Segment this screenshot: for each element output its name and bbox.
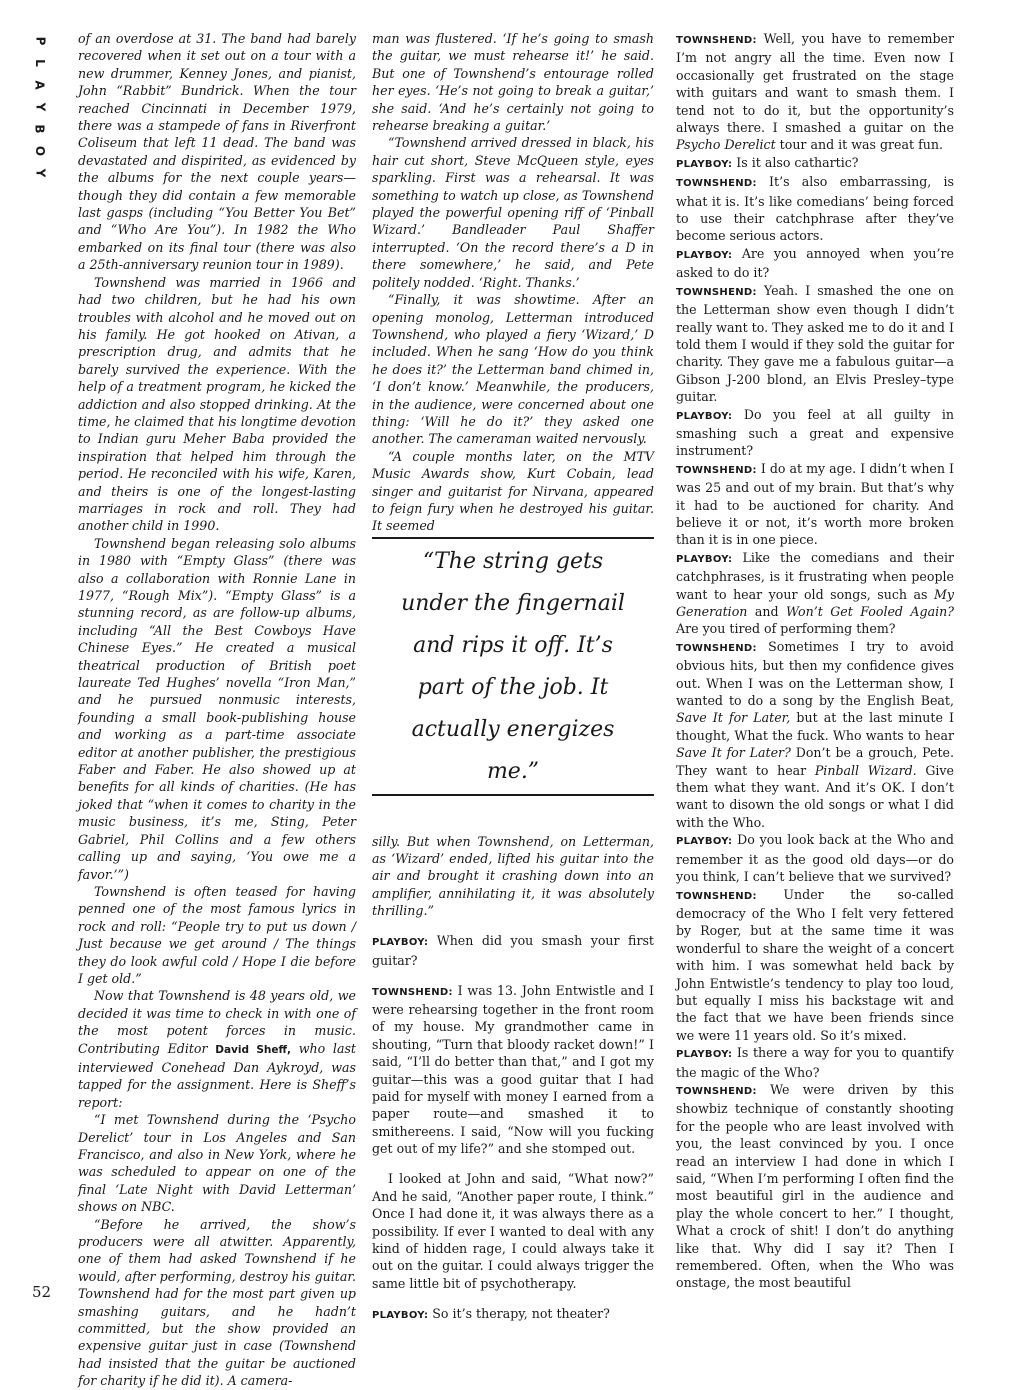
qa-item	[372, 1305, 654, 1324]
qa-text: Is there a way for you to quantify the magic of the Who?	[676, 1045, 954, 1080]
speaker-label: TOWNSHEND:	[676, 1085, 757, 1097]
qa-item	[372, 932, 654, 969]
qa-text: Yeah. I smashed the one on the Letterman show even though I didn’t really want to. They asked me to do it and I told them I would if they sold the guitar for charity. They gave me a fabulous guitar—a Gibson J-200 blond, an Elvis Presley–type guitar.	[676, 282, 954, 405]
qa-item	[676, 245, 954, 282]
paragraph: man was flustered. ‘If he’s going to smash the guitar, we must rehearse it!’ he said. But one of Townshend’s entourage rolled her eyes. ‘He’s not going to break a guitar,’ she said. ‘And he’s certainly not going to rehearse breaking a guitar.’	[372, 31, 654, 134]
contributor-name: David Sheff,	[215, 1043, 292, 1056]
paragraph: I looked at John and said, “What now?” And he said, “Another paper route, I think.” Once I had done it, it was always there as a possibility. If ever I wanted to deal with any kind of hidden rage, I could always take it out on the guitar. I could always trigger the same little bit of psychotherapy.	[372, 1171, 654, 1291]
qa-text: Give them what they want. And it’s OK. I don’t want to disown the old songs or what I did with the Who.	[676, 762, 954, 830]
qa-text: Is it also cathartic?	[736, 154, 859, 170]
column-2	[372, 30, 654, 535]
speaker-label: TOWNSHEND:	[676, 464, 757, 476]
qa-text: Are you tired of performing them?	[676, 621, 896, 637]
speaker-label: TOWNSHEND:	[372, 986, 453, 998]
qa-text: It’s also embarrassing, is what it is. It’s like comedians’ being forced to use their catchphrase after they’ve become serious actors.	[676, 174, 954, 244]
qa-item	[676, 154, 954, 173]
speaker-label: TOWNSHEND:	[676, 890, 757, 902]
brand-letter: Y	[32, 168, 47, 178]
speaker-label: TOWNSHEND:	[676, 286, 757, 298]
paragraph: Townshend began releasing solo albums in 1980 with “Empty Glass” (there was also a collaboration with Ronnie Lane in 1977, “Rough Mix”). “Empty Glass” is a stunning record, as are follow-up albums, including “All the Best Cowboys Have Chinese Eyes.” He created a musical theatrical production of British poet laureate Ted Hughes’ novella “Iron Man,” and he pursued nonmusic interests, founding a small book-publishing house and working as a part-time associate editor at another publisher, the prestigious Faber and Faber. He also showed up at benefits for all kinds of charities. (He has joked that “when it comes to charity in the music business, it’s me, Sting, Peter Gabriel, Phil Collins and a few others calling up and saying, ‘You owe me a favor.’”)	[78, 535, 356, 882]
title-italic: Psycho Derelict	[676, 137, 776, 153]
text-run: Now that Townshend is 48 years old, we decided it was time to check in with one of the most potent forces in music. Contributing Editor	[78, 988, 356, 1056]
qa-text: Don’t be a grouch, Pete. They want to hear	[676, 745, 954, 778]
qa-item	[676, 831, 954, 885]
speaker-label: PLAYBOY:	[372, 937, 429, 949]
qa-item	[372, 982, 654, 1158]
qa-text: Are you annoyed when you’re asked to do it?	[676, 245, 954, 281]
qa-text: Like the comedians and their catchphrases, is it frustrating when people want to hear your old songs, such as	[676, 549, 954, 602]
qa-item	[676, 1081, 954, 1292]
paragraph: “Townshend arrived dressed in black, his hair cut short, Steve McQueen style, eyes sparkling. First was a rehearsal. It was something to watch up close, as Townshend played the powerful opening riff of ‘Pinball Wizard.’ Bandleader Paul Shaffer interrupted. ‘On the record there’s a D in there somewhere,’ he said, and Pete politely nodded. ‘Right. Thanks.’	[372, 135, 654, 290]
title-italic: My Generation	[676, 586, 954, 619]
qa-item	[676, 282, 954, 406]
qa-item	[676, 638, 954, 831]
qa-text: Do you look back at the Who and remember it as the good old days—or do you think, I can’t believe that we survived?	[676, 832, 954, 885]
speaker-label: PLAYBOY:	[676, 1049, 733, 1061]
paragraph: “Before he arrived, the show’s producers were all atwitter. Apparently, one of them had asked Townshend if he would, after performing, destroy his guitar. Townshend had for the most part given up smashing guitars, and he hadn’t committed, but the show provided an expensive guitar just in case (Townshend had insisted that the guitar be auctioned for charity if he did it). A camera-	[78, 1216, 356, 1389]
paragraph: “I met Townshend during the ‘Psycho Derelict’ tour in Los Angeles and San Francisco, and also in New York, where he was scheduled to appear on one of the final ‘Late Night with David Letterman’ shows on NBC.	[78, 1112, 356, 1215]
qa-text: I do at my age. I didn’t when I was 25 and out of my brain. But that’s why it had to be auctioned for charity. And believe it or not, it’s worth more broken than it is in one piece.	[676, 460, 954, 548]
qa-text: Sometimes I try to avoid obvious hits, but then my confidence gives out. When I was on the Letterman show, I wanted to do a song by the English Beat,	[676, 638, 954, 709]
paragraph: Townshend is often teased for having penned one of the most famous lyrics in rock and roll: “People try to put us down / Just because we get around / The things they do look awful cold / Hope I die before I get old.”	[78, 883, 356, 986]
qa-item	[676, 460, 954, 549]
speaker-label: PLAYBOY:	[676, 553, 733, 565]
paragraph	[78, 987, 356, 1111]
brand-letter: Y	[32, 102, 47, 112]
brand-letter: L	[33, 59, 47, 67]
text-run: who last interviewed Conehead Dan Aykroyd, was tapped for the assignment. Here is Sheff’s report:	[78, 1040, 356, 1110]
qa-text: When did you smash your first guitar?	[372, 933, 654, 968]
qa-text: I was 13. John Entwistle and I were rehearsing together in the front room of my house. My grandmother came in shouting, “Turn that bloody racket down!” I said, “I’ll do better than that,” and I got my guitar—this was a good guitar that I had paid for myself with money I earned from a paper route—and smashed it to smithereens. I said, “Now will you fucking get out of my life?” and she stomped out.	[372, 982, 654, 1157]
paragraph: of an overdose at 31. The band had barely recovered when it set out on a tour with a new drummer, Kenney Jones, and pianist, John “Rabbit” Bundrick. When the tour reached Cincinnati in December 1979, there was a stampede of fans in Riverfront Coliseum that left 11 dead. The band was devastated and dispirited, as evidenced by the albums for the next couple years—though they did contain a few memorable last gasps (including “You Better You Bet” and “Who Are You”). In 1982 the Who embarked on its final tour (there was also a 25th-anniversary reunion tour in 1989).	[78, 31, 356, 273]
paragraph: “A couple months later, on the MTV Music Awards show, Kurt Cobain, lead singer and guitarist for Nirvana, appeared to feign fury when he destroyed his guitar. It seemed	[372, 448, 654, 534]
qa-text: So it’s therapy, not theater?	[432, 1305, 610, 1321]
pull-quote	[372, 537, 654, 796]
qa-item	[676, 406, 954, 460]
title-italic: Won’t Get Fooled Again?	[785, 604, 954, 619]
speaker-label: PLAYBOY:	[676, 249, 733, 261]
speaker-label: PLAYBOY:	[676, 158, 733, 170]
speaker-label: PLAYBOY:	[676, 410, 733, 422]
paragraph: “Finally, it was showtime. After an opening monolog, Letterman introduced Townshend, who played a fiery ‘Wizard,’ D included. When he sang ‘How do you think he does it?’ the Letterman band chimed in, ‘I don’t know.’ Meanwhile, the producers, in the audience, were concerned about one thing: ‘Will he do it?’ they asked one another. The cameraman waited nervously.	[372, 292, 654, 447]
qa-item	[676, 886, 954, 1045]
column-2-bottom	[372, 820, 654, 1337]
brand-letter: A	[32, 80, 47, 90]
speaker-label: TOWNSHEND:	[676, 642, 757, 654]
qa-item	[676, 30, 954, 154]
speaker-label: PLAYBOY:	[372, 1309, 429, 1321]
page-number: 52	[32, 1283, 52, 1301]
speaker-label: PLAYBOY:	[676, 836, 733, 848]
vertical-brand	[28, 30, 52, 184]
brand-letter: O	[32, 145, 47, 157]
qa-text: We were driven by this showbiz technique of constantly shooting for the people who are least involved with you, the least convinced by you. I once read an interview I had done in which I said, “When I’m performing I often find the most beautiful girl in the audience and play the whole concert to her.” I thought, What a crock of shit! I don’t do anything like that. Why did I say it? Then I remembered. Often, when the Who was onstage, the most beautiful	[676, 1081, 954, 1291]
paragraph: Townshend was married in 1966 and had two children, but he had his own troubles with alcohol and he moved out on his family. He got hooked on Ativan, a prescription drug, and admits that he barely survived the experience. With the help of a treatment program, he kicked the addiction and also stopped drinking. At the time, he claimed that his longtime devotion to Indian guru Meher Baba provided the inspiration that helped him through the period. He reconciled with his wife, Karen, and theirs is one of the longest-lasting marriages in rock and roll. They had another child in 1990.	[78, 274, 356, 534]
pull-quote-text: “The string gets under the fingernail and rips it off. It’s part of the job. It actually energizes me.”	[401, 548, 625, 784]
column-1	[78, 30, 356, 1390]
qa-item	[676, 173, 954, 245]
qa-item	[676, 1044, 954, 1081]
brand-letter: P	[32, 36, 47, 46]
qa-item	[676, 549, 954, 638]
qa-text: and	[754, 604, 779, 619]
paragraph: silly. But when Townshend, on Letterman, as ‘Wizard’ ended, lifted his guitar into the air and brought it crashing down into an amplifier, annihilating it, it was absolutely thrilling.”	[372, 833, 654, 919]
qa-text: but at the last minute I thought, What the fuck. Who wants to hear	[676, 710, 954, 743]
title-italic: Pinball Wizard.	[814, 762, 917, 778]
qa-text: Well, you have to remember I’m not angry all the time. Even now I occasionally get frustrated on the stage with guitars and want to smash them. I tend not to do it, but the opportunity’s always there. I smashed a guitar on the	[676, 31, 954, 136]
qa-text: Do you feel at all guilty in smashing such a great and expensive instrument?	[676, 406, 954, 459]
brand-letter: B	[33, 124, 47, 134]
speaker-label: TOWNSHEND:	[676, 178, 757, 190]
qa-text: tour and it was great fun.	[779, 137, 943, 153]
title-italic: Save It for Later,	[676, 710, 791, 726]
speaker-label: TOWNSHEND:	[676, 35, 757, 46]
title-italic: Save It for Later?	[676, 745, 791, 761]
qa-text: Under the so-called democracy of the Who I felt very fettered by Roger, but at the same time it was wonderful to share the weight of a concert with him. I was somewhat held back by John Entwistle’s tendency to play too loud, but equally I miss his backstage wit and the fact that we have been friends since we were 11 years old. So it’s mixed.	[676, 886, 954, 1043]
column-3	[676, 30, 954, 1292]
